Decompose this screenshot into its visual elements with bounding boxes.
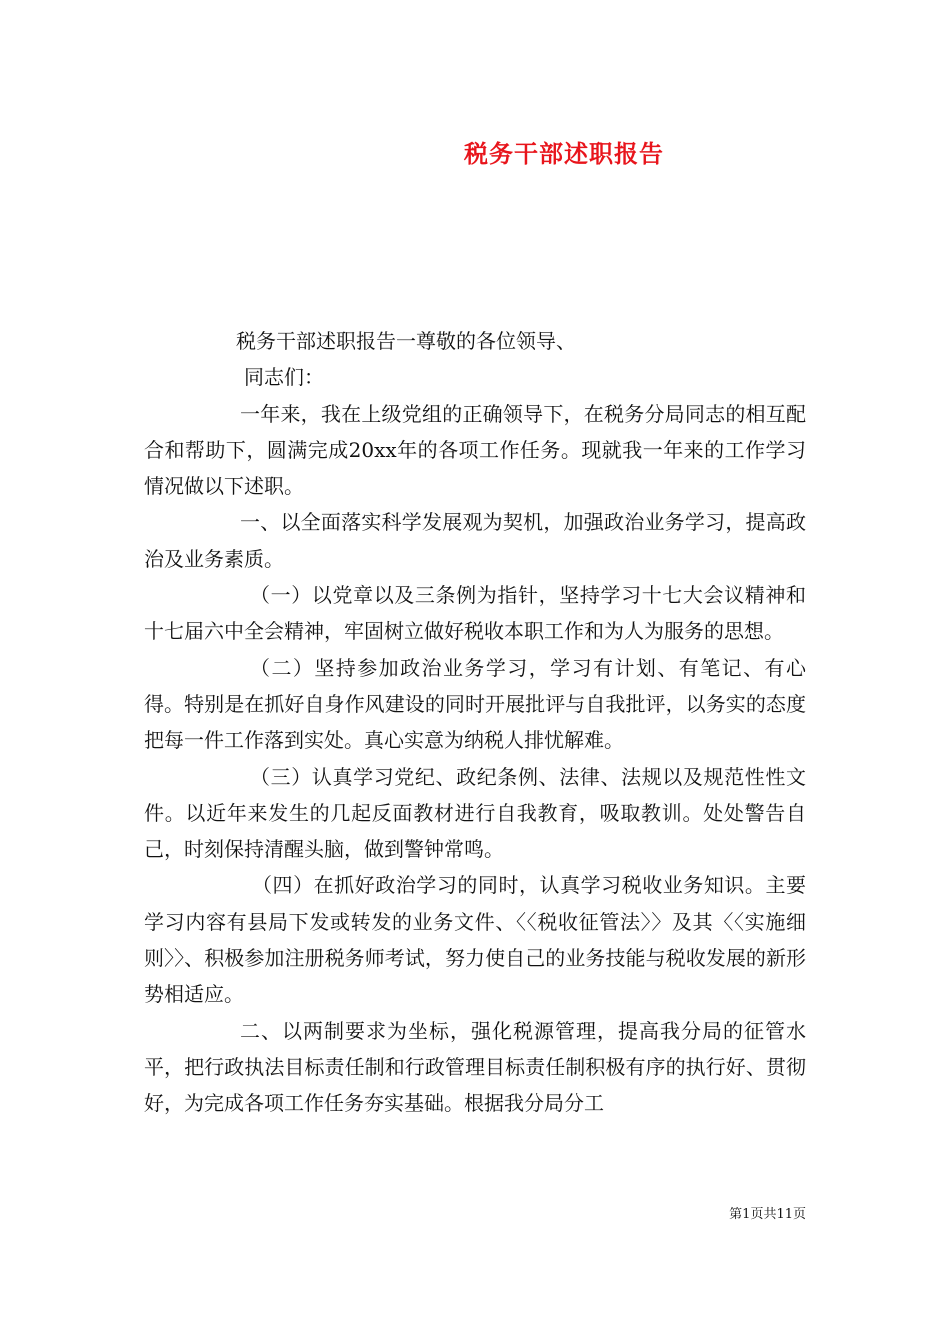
- document-title: 税务干部述职报告: [464, 139, 664, 168]
- section-heading-1: 一、以全面落实科学发展观为契机，加强政治业务学习，提高政治及业务素质。: [144, 510, 806, 571]
- section-heading-2: 二、以两制要求为坐标，强化税源管理，提高我分局的征管水平，把行政执法目标责任制和行政管理目标责任制积极有序的执行好、贯彻好，为完成各项工作任务夯实基础。根据我分局分工: [144, 1018, 806, 1116]
- page-number-footer: 第1页共11页: [729, 1207, 806, 1222]
- intro-paragraph: 一年来，我在上级党组的正确领导下，在税务分局同志的相互配合和帮助下，圆满完成20xx年的各项工作任务。现就我一年来的工作学习情况做以下述职。: [144, 401, 806, 499]
- greeting-line: 税务干部述职报告一尊敬的各位领导、: [236, 329, 576, 353]
- document-body: [144, 323, 806, 1122]
- salutation: 同志们：: [244, 365, 324, 390]
- subsection-paragraph: （四）在抓好政治学习的同时，认真学习税收业务知识。主要学习内容有县局下发或转发的业务文件、〈〈税收征管法〉〉及其〈〈实施细则〉〉、积极参加注册税务师考试，努力使自己的业务技能与税收发展的新形势相适应。: [144, 873, 806, 1007]
- subsection-paragraph: （一）以党章以及三条例为指针，坚持学习十七大会议精神和十七届六中全会精神，牢固树立做好税收本职工作和为人为服务的思想。: [144, 583, 806, 644]
- subsection-paragraph: （二）坚持参加政治业务学习，学习有计划、有笔记、有心得。特别是在抓好自身作风建设的同时开展批评与自我批评，以务实的态度把每一件工作落到实处。真心实意为纳税人排忧解难。: [144, 655, 806, 753]
- subsection-paragraph: （三）认真学习党纪、政纪条例、法律、法规以及规范性性文件。以近年来发生的几起反面教材进行自我教育，吸取教训。处处警告自己，时刻保持清醒头脑，做到警钟常鸣。: [144, 764, 806, 862]
